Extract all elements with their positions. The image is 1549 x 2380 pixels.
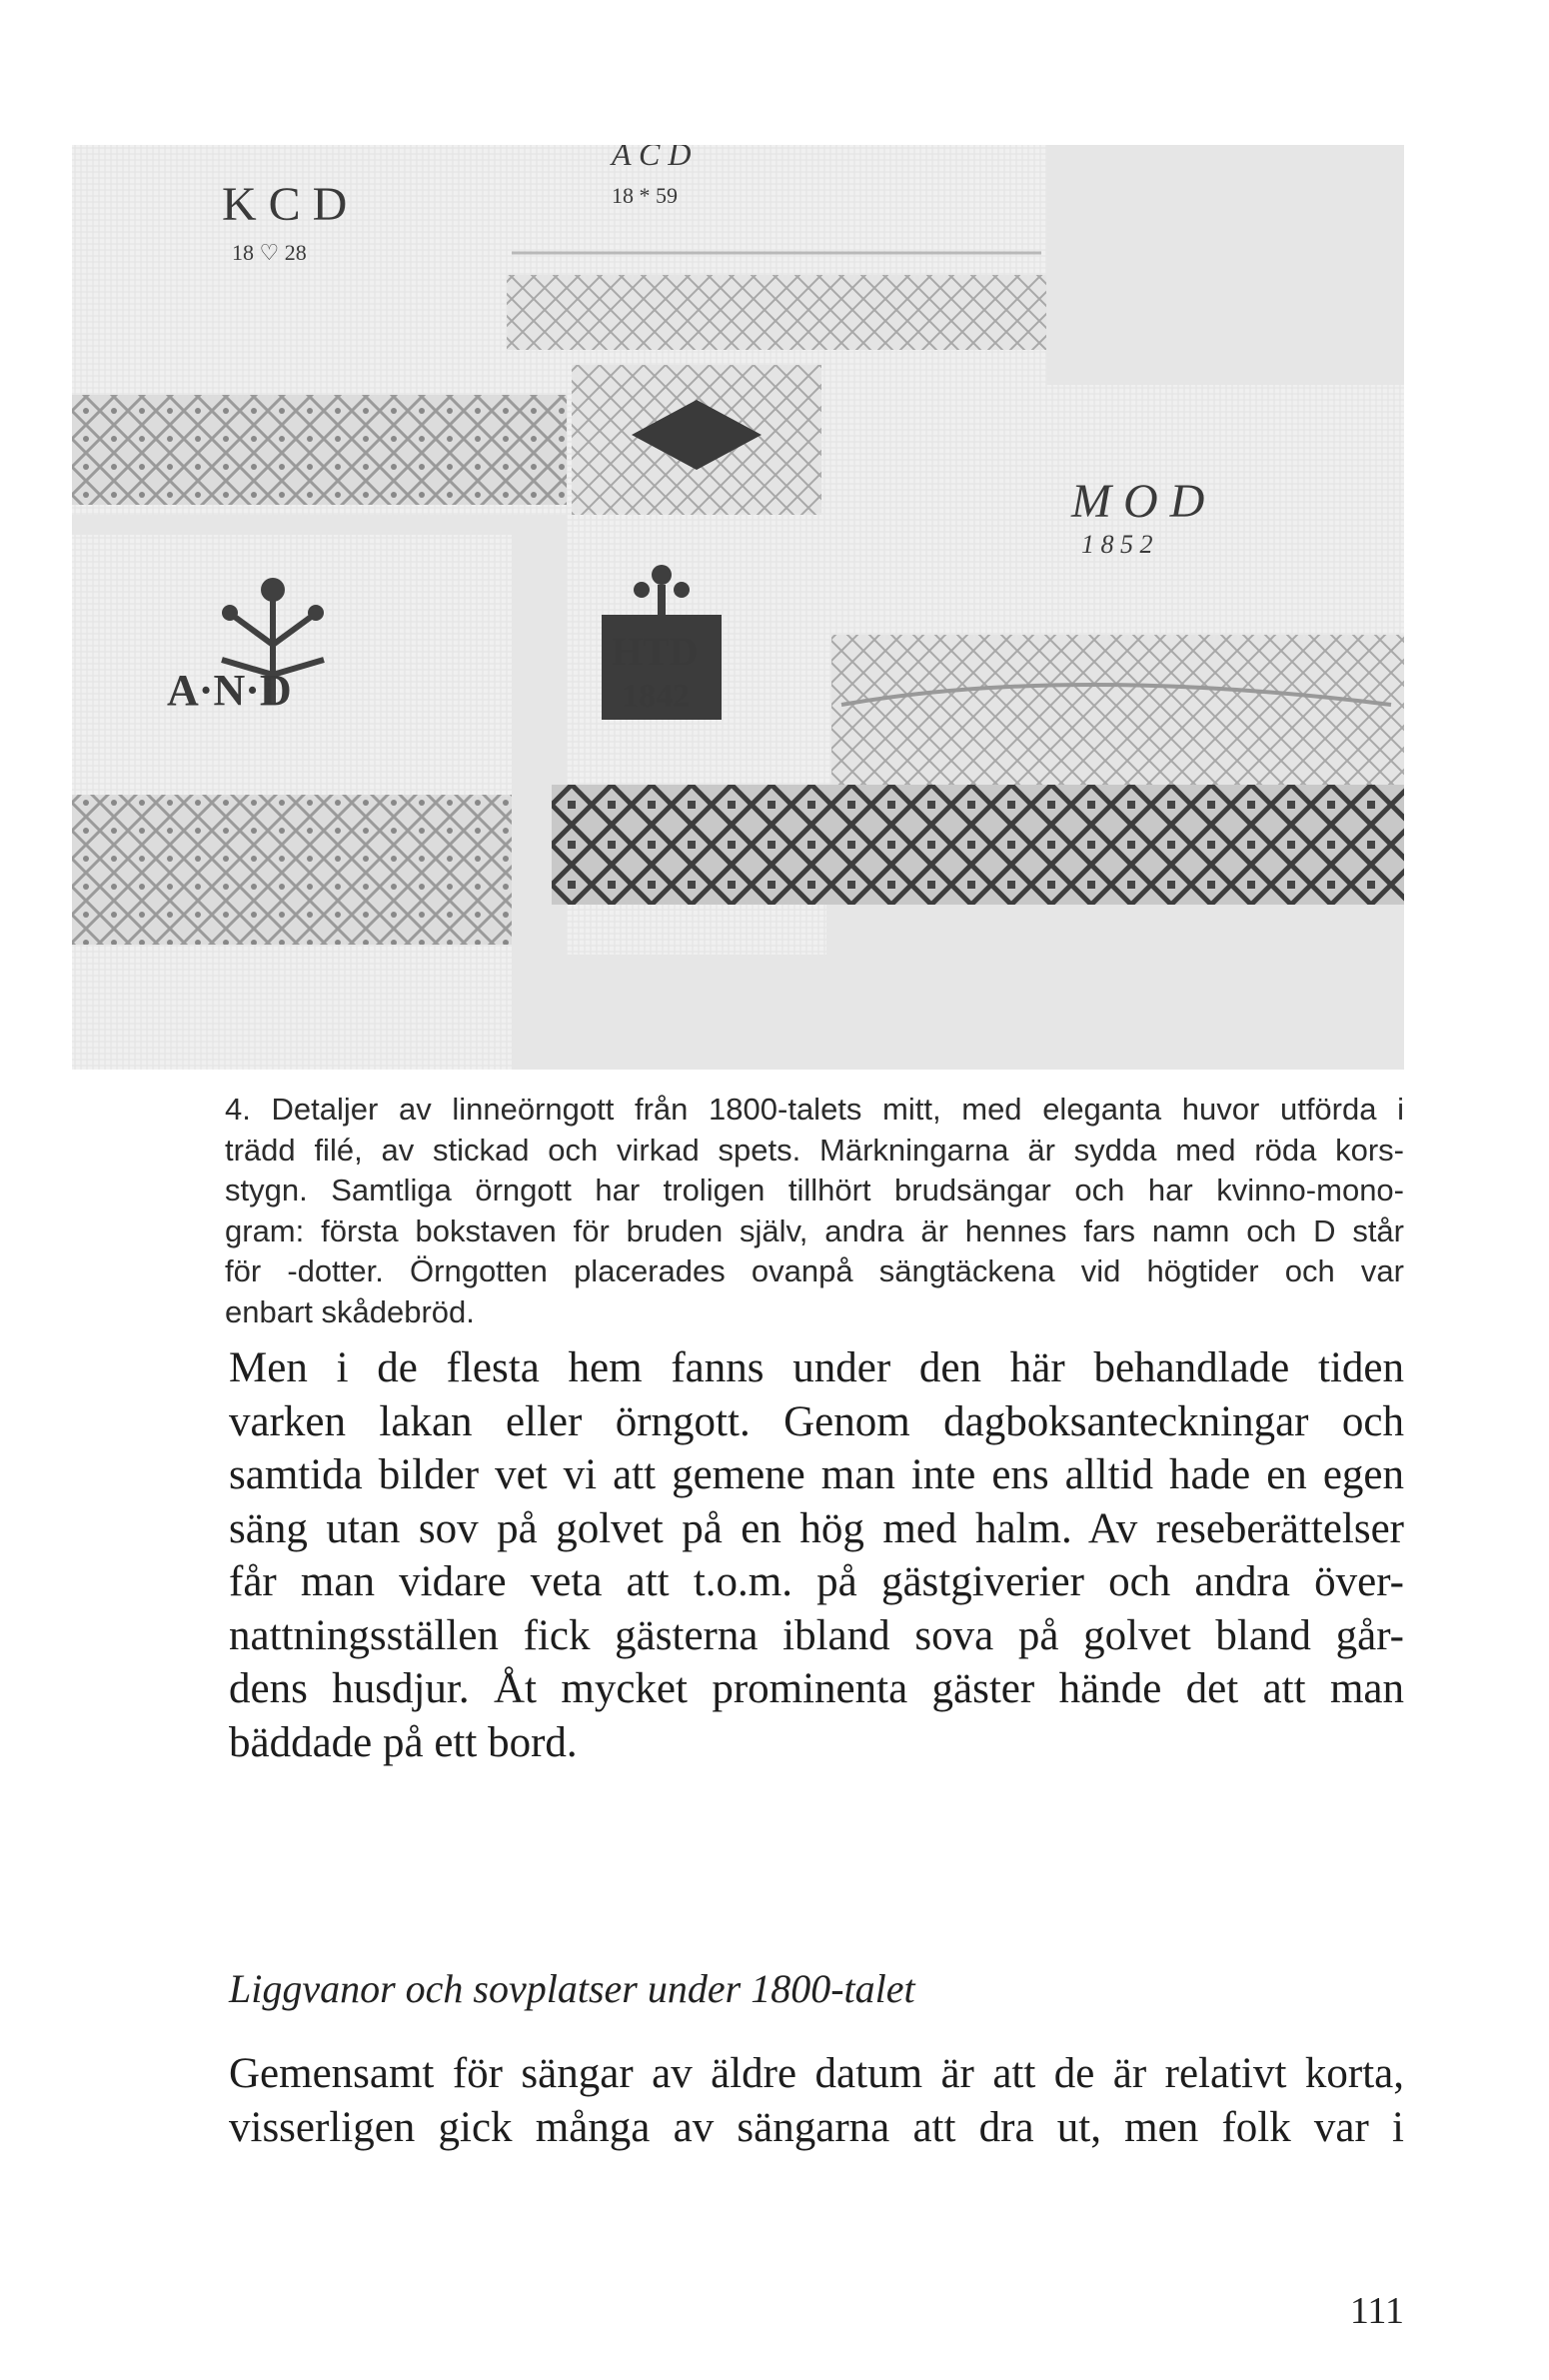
body-paragraph — [229, 1341, 1404, 1769]
figure-photo — [72, 145, 1404, 1070]
paragraph-line: visserligen gick många av sängarna att dra ut, men folk var i — [229, 2103, 1404, 2151]
section-heading: Liggvanor och sovplatser under 1800-talet — [229, 1966, 915, 2011]
caption-line: enbart skådebröd. — [225, 1293, 475, 1329]
monogram-top-center: A C D — [612, 145, 692, 172]
paragraph-line: varken lakan eller örngott. Genom dagboksanteckningar och — [229, 1397, 1404, 1445]
body-paragraph — [229, 2047, 1404, 2154]
paragraph-line: säng utan sov på golvet på en hög med halm. Av reseberättelser — [229, 1504, 1404, 1552]
paragraph-line: samtida bilder vet vi att gemene man inte ens alltid hade en egen — [229, 1451, 1404, 1498]
monogram-top-center-year: 18 * 59 — [612, 183, 678, 208]
figure-caption — [225, 1090, 1404, 1332]
caption-line: 4. Detaljer av linneörngott från 1800-talets mitt, med eleganta huvor utförda i — [225, 1092, 1404, 1127]
monogram-right: M O D — [1071, 475, 1205, 528]
monogram-right-year: 1 8 5 2 — [1081, 530, 1153, 559]
monogram-mid-center: HTD — [612, 629, 699, 674]
paragraph-line: dens husdjur. Åt mycket prominenta gäster hände det att man — [229, 1665, 1404, 1712]
monogram-left: A·N·D — [167, 666, 292, 715]
paragraph-line: nattningsställen fick gästerna ibland sova på golvet bland går- — [229, 1611, 1404, 1659]
page-number: 111 — [1349, 2290, 1404, 2332]
pillowcase-photo — [72, 145, 1404, 1070]
paragraph-line: får man vidare veta att t.o.m. på gästgiverier och andra över- — [229, 1558, 1404, 1605]
caption-line: för -dotter. Örngotten placerades ovanpå sängtäckena vid högtider och var — [225, 1253, 1404, 1288]
monogram-mid-center-year: 1842 — [622, 678, 690, 715]
paragraph-line: Men i de flesta hem fanns under den här behandlade tiden — [229, 1344, 1404, 1391]
monogram-top-left: K C D — [222, 178, 348, 231]
caption-line: trädd filé, av stickad och virkad spets. Märkningarna är sydda med röda kors- — [225, 1132, 1404, 1168]
monogram-top-left-year: 18 ♡ 28 — [232, 240, 307, 265]
caption-line: stygn. Samtliga örngott har troligen tillhört brudsängar och har kvinno-mono- — [225, 1173, 1404, 1207]
paragraph-line: bäddade på ett bord. — [229, 1718, 578, 1766]
paragraph-line: Gemensamt för sängar av äldre datum är att de är relativt korta, — [229, 2050, 1404, 2097]
caption-line: gram: första bokstaven för bruden själv, andra är hennes fars namn och D står — [225, 1212, 1404, 1248]
